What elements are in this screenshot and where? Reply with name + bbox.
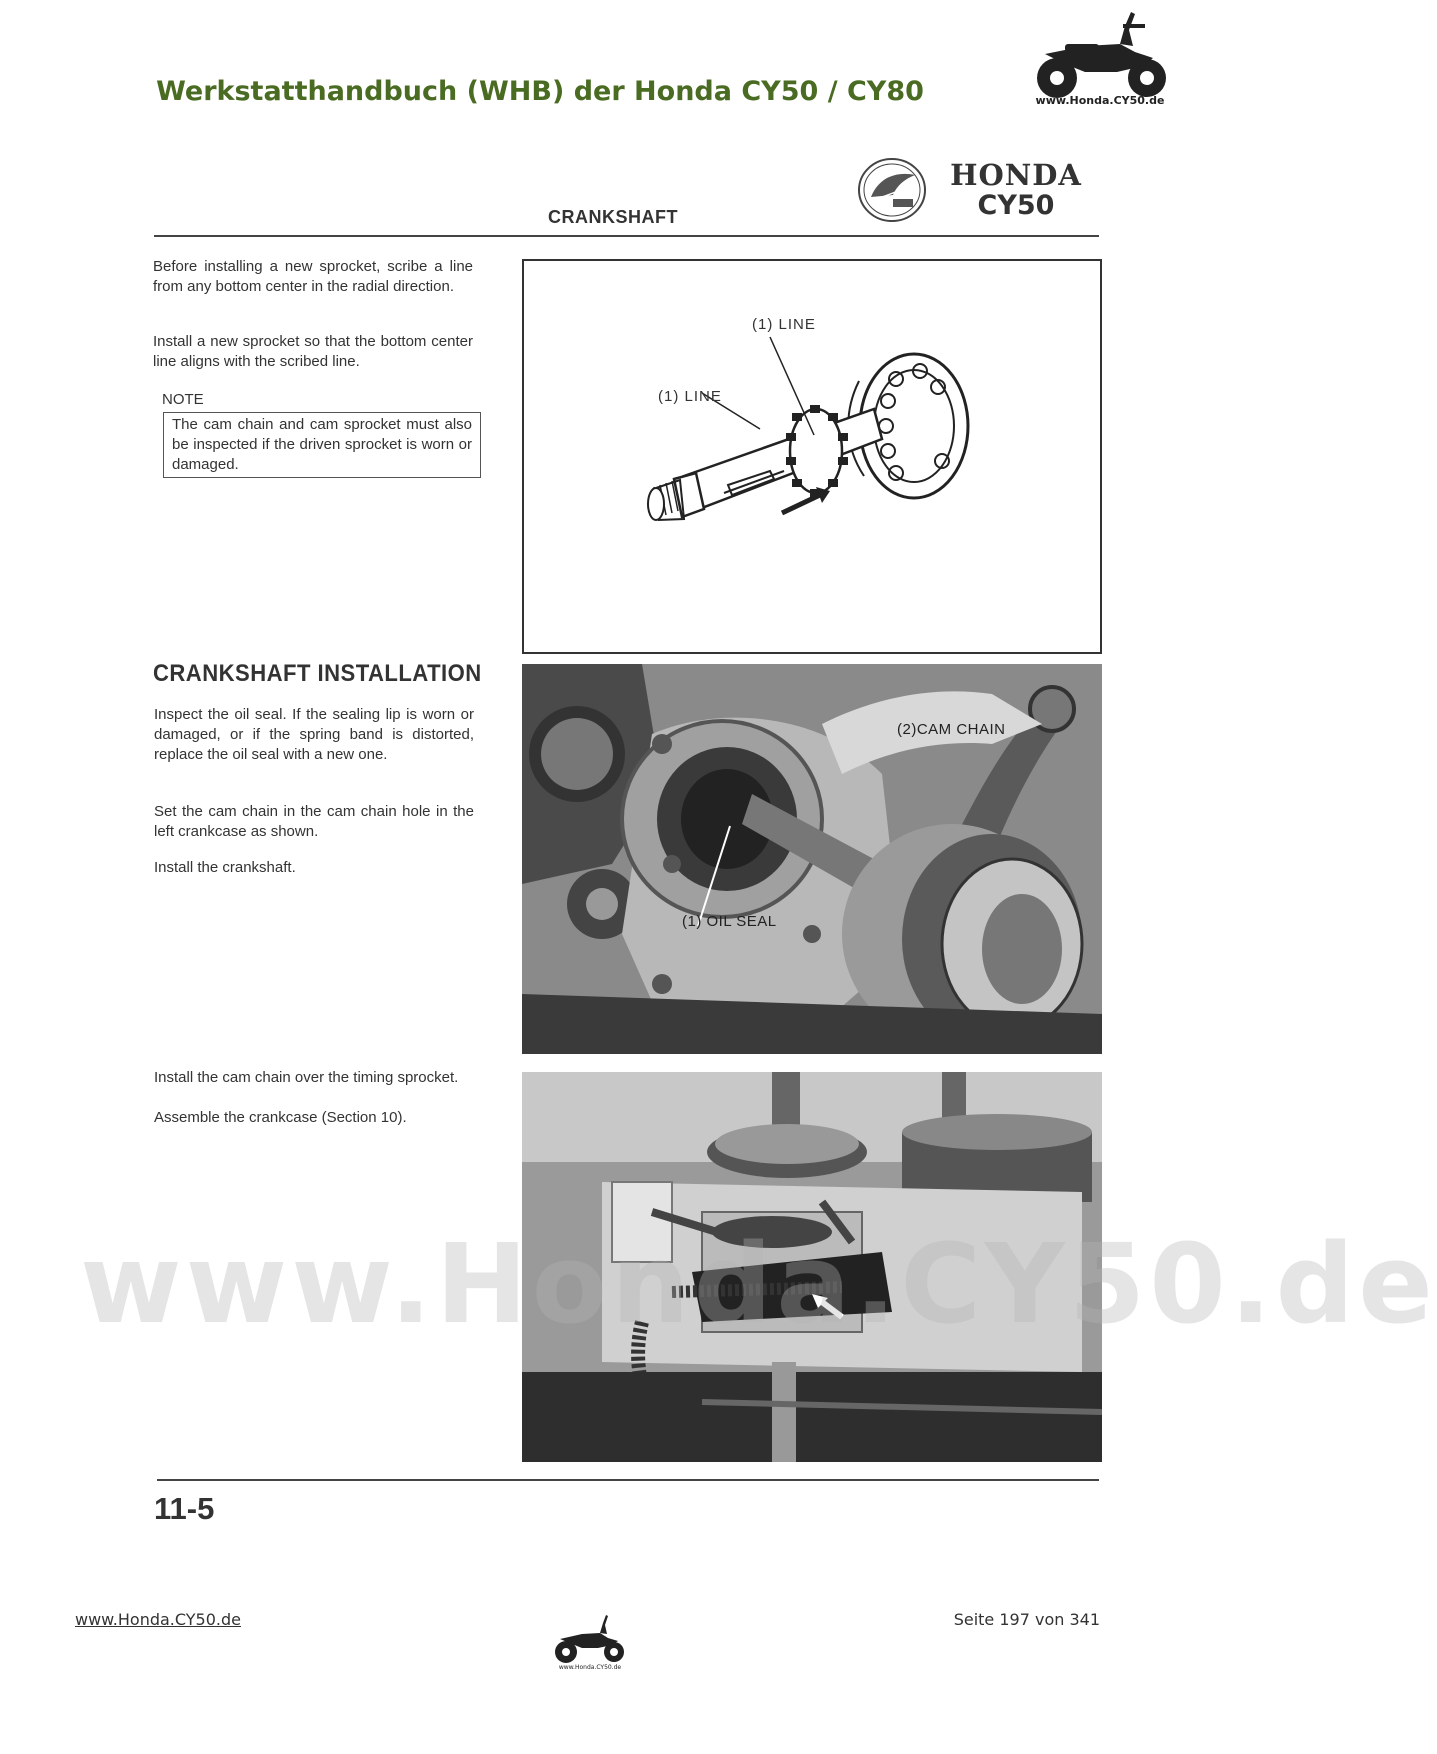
watermark: www.Honda.CY50.de [80, 1220, 1437, 1348]
label-oil-seal: (1) OIL SEAL [682, 913, 777, 930]
figure-oil-seal-photo [522, 664, 1102, 1054]
logo-caption: www.Honda.CY50.de [1035, 94, 1165, 107]
paragraph-cam-chain: Set the cam chain in the cam chain hole in the left crankcase as shown. [154, 803, 474, 840]
paragraph-oil-seal: Inspect the oil seal. If the sealing lip is worn or damaged, or if the spring band is distorted, replace the oil seal with a new one. [154, 706, 474, 763]
callout-line-upper: (1) LINE [752, 316, 816, 333]
section-heading-installation: CRANKSHAFT INSTALLATION [153, 660, 482, 687]
page-number: 11-5 [154, 1491, 215, 1526]
honda-wing-emblem-icon [857, 157, 927, 223]
figure-sprocket-drawing [522, 259, 1102, 654]
crankshaft-drawing [524, 261, 1100, 652]
note-box: The cam chain and cam sprocket must also be inspected if the driven sprocket is worn or damaged. [163, 412, 481, 478]
motorcycle-logo-small-icon [550, 1612, 630, 1670]
footer-logo-caption: www.Honda.CY50.de [558, 1664, 622, 1671]
section-header: CRANKSHAFT [548, 207, 678, 227]
timing-sprocket-photo [522, 1072, 1102, 1462]
brand-model: CY50 [977, 190, 1055, 221]
figure-cam-chain-photo [522, 1072, 1102, 1462]
paragraph-scribe-line: Before installing a new sprocket, scribe a line from any bottom center in the radial direction. [153, 258, 473, 295]
brand-name: HONDA [950, 158, 1082, 192]
footer-page-count: Seite 197 von 341 [953, 1610, 1100, 1629]
note-label: NOTE [162, 391, 204, 408]
callout-line-lower: (1) LINE [658, 388, 722, 405]
crankcase-photo [522, 664, 1102, 1054]
footer-divider [157, 1479, 1099, 1481]
document-title: Werkstatthandbuch (WHB) der Honda CY50 / CY80 [156, 76, 924, 107]
motorcycle-logo-icon [1025, 6, 1175, 108]
label-cam-chain: (2)CAM CHAIN [897, 721, 1006, 738]
paragraph-install-crankshaft: Install the crankshaft. [154, 859, 296, 876]
header-divider [154, 235, 1099, 237]
paragraph-install-sprocket: Install a new sprocket so that the bottom center line aligns with the scribed line. [153, 333, 473, 370]
footer-website-link[interactable]: www.Honda.CY50.de [75, 1610, 241, 1629]
paragraph-assemble-crankcase: Assemble the crankcase (Section 10). [154, 1109, 407, 1126]
paragraph-timing-sprocket: Install the cam chain over the timing sprocket. [154, 1069, 459, 1086]
